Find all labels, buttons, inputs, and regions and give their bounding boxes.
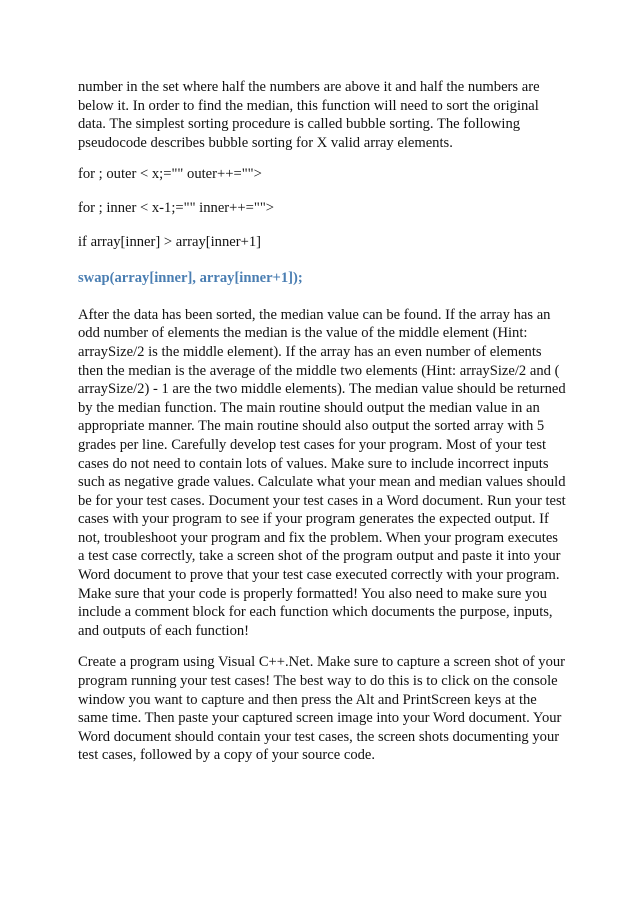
- pseudocode-outer-loop: for ; outer < x;="" outer++="">: [78, 166, 262, 183]
- median-instructions-paragraph: After the data has been sorted, the median value can be found. If the array has an odd number of elements the median is the value of the middle element (Hint: arraySize/2 is the middle element). If the array has an even number of elements then the median is the average of the middle two elements (Hint: arraySize/2 and ( arraySize/2) - 1 are the two middle elements). The median value should be returned by the median function. The main routine should output the median value in an appropriate manner. The main routine should also output the sorted array with 5 grades per line. Carefully develop test cases for your program. Most of your test cases do not need to contain lots of values. Make sure to include incorrect inputs such as negative grade values. Calculate what your mean and median values should be for your test cases. Document your test cases in a Word document. Run your test cases with your program to see if your program generates the expected output. If not, troubleshoot your program and fix the problem. When your program executes a test case correctly, take a screen shot of the program output and paste it into your Word document to prove that your test case executed correctly with your program. Make sure that your code is properly formatted! You also need to make sure you include a comment block for each function which documents the purpose, inputs, and outputs of each function!: [78, 306, 566, 639]
- pseudocode-inner-loop: for ; inner < x-1;="" inner++="">: [78, 199, 275, 216]
- pseudocode-if-compare: if array[inner] > array[inner+1]: [78, 233, 261, 250]
- submission-instructions-paragraph: Create a program using Visual C++.Net. Make sure to capture a screen shot of your program running your test cases! The best way to do this is to click on the console window you want to capture and then press the Alt and PrintScreen keys at the same time. Then paste your captured screen image into your Word document. Your Word document should contain your test cases, the screen shots documenting your test cases, followed by a copy of your source code.: [78, 654, 566, 764]
- document-page: [78, 78, 568, 765]
- intro-paragraph: number in the set where half the numbers are above it and half the numbers are below it. In order to find the median, this function will need to sort the original data. The simplest sorting procedure is called bubble sorting. The following pseudocode describes bubble sorting for X valid array elements.: [78, 79, 540, 151]
- pseudocode-swap-line: swap(array[inner], array[inner+1]);: [78, 270, 303, 287]
